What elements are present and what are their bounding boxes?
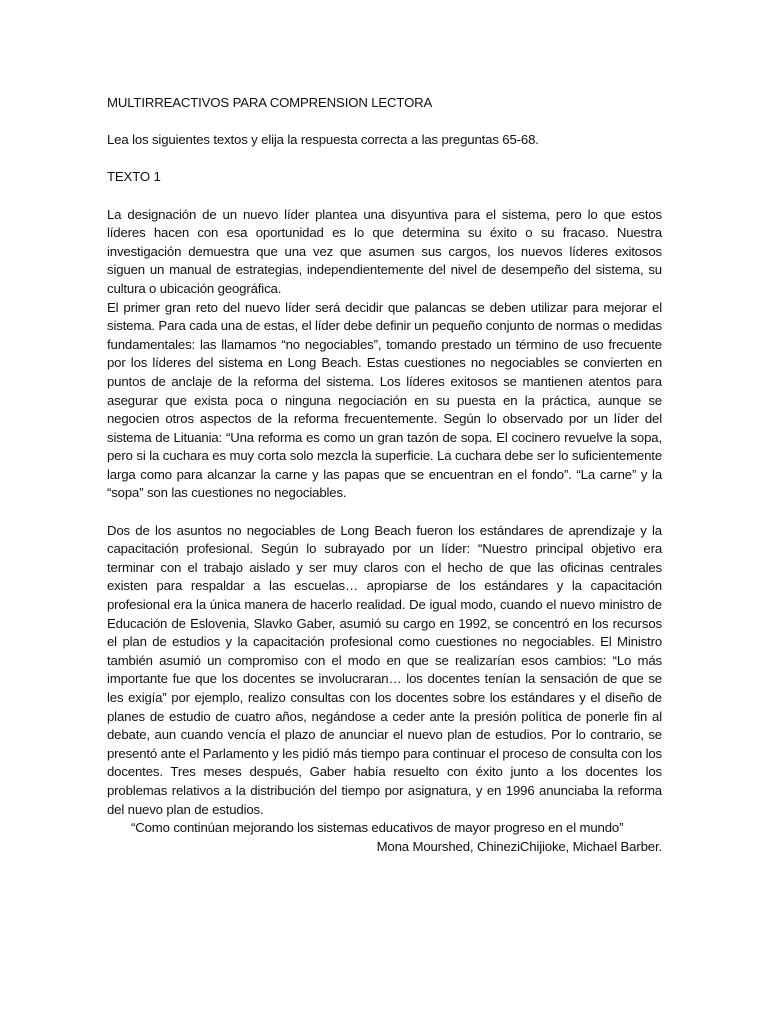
instruction-text: Lea los siguientes textos y elija la respuesta correcta a las preguntas 65-68. [107,132,539,148]
text-label: TEXTO 1 [107,169,161,185]
paragraph-3: Dos de los asuntos no negociables de Long Beach fueron los estándares de aprendizaje y la capacitación profesional. Según lo subrayado por un líder: “Nuestro principal objetivo era terminar con el trabajo aislado y ser muy claros con el hecho de que las oficinas centrales existen para respaldar a las escuelas… apropiarse de los estándares y la capacitación profesional era la única manera de hacerlo realidad. De igual modo, cuando el nuevo ministro de Educación de Eslovenia, Slavko Gaber, asumió su cargo en 1992, se concentró en los recursos el plan de estudios y la capacitación profesional como cuestiones no negociables. El Ministro también asumió un compromiso con el modo en que se realizarían esos cambios: “Lo más importante fue que los docentes se involucraran… los docentes tenían la sensación de que se les exigía” por ejemplo, realizo consultas con los docentes sobre los estándares y el diseño de planes de estudio de cuatro años, negándose a ceder ante la presión política de ponerle fin al debate, aun cuando vencía el plazo de anunciar el nuevo plan de estudios. Por lo contrario, se presentó ante el Parlamento y les pidió más tiempo para continuar el proceso de consulta con los docentes. Tres meses después, Gaber había resuelto con éxito junto a los docentes los problemas relativos a la distribución del tiempo por asignatura, y en 1996 anunciaba la reforma del nuevo plan de estudios. [107,522,662,817]
paragraph-1: La designación de un nuevo líder plantea una disyuntiva para el sistema, pero lo que estos líderes hacen con esa oportunidad es lo que determina su éxito o su fracaso. Nuestra investigación demuestra que una vez que asumen sus cargos, los nuevos líderes exitosos siguen un manual de estrategias, independientemente del nivel de desempeño del sistema, su cultura o ubicación geográfica. [107,206,662,296]
document-page [107,94,662,856]
paragraph-2: El primer gran reto del nuevo líder será decidir que palancas se deben utilizar para mejorar el sistema. Para cada una de estas, el líder debe definir un pequeño conjunto de normas o medidas fundamentales: las llamamos “no negociables”, tomando prestado un término de uso frecuente por los líderes del sistema en Long Beach. Estas cuestiones no negociables se convierten en puntos de anclaje de la reforma del sistema. Los líderes exitosos se mantienen atentos para asegurar que exista poca o ninguna negociación en su puesta en la práctica, aunque se negocien otros aspectos de la reforma frecuentemente. Según lo observado por un líder del sistema de Lituania: “Una reforma es como un gran tazón de sopa. El cocinero revuelve la sopa, pero si la cuchara es muy corta solo mezcla la superficie. La cuchara debe ser lo suficientemente larga como para alcanzar la carne y las papas que se encuentran en el fondo”. “La carne” y la “sopa” son las cuestiones no negociables. [107,299,662,501]
source-title: “Como continúan mejorando los sistemas educativos de mayor progreso en el mundo” [131,820,624,836]
document-title: MULTIRREACTIVOS PARA COMPRENSION LECTORA [107,95,433,110]
source-authors: Mona Mourshed, ChineziChijioke, Michael Barber. [376,838,662,854]
